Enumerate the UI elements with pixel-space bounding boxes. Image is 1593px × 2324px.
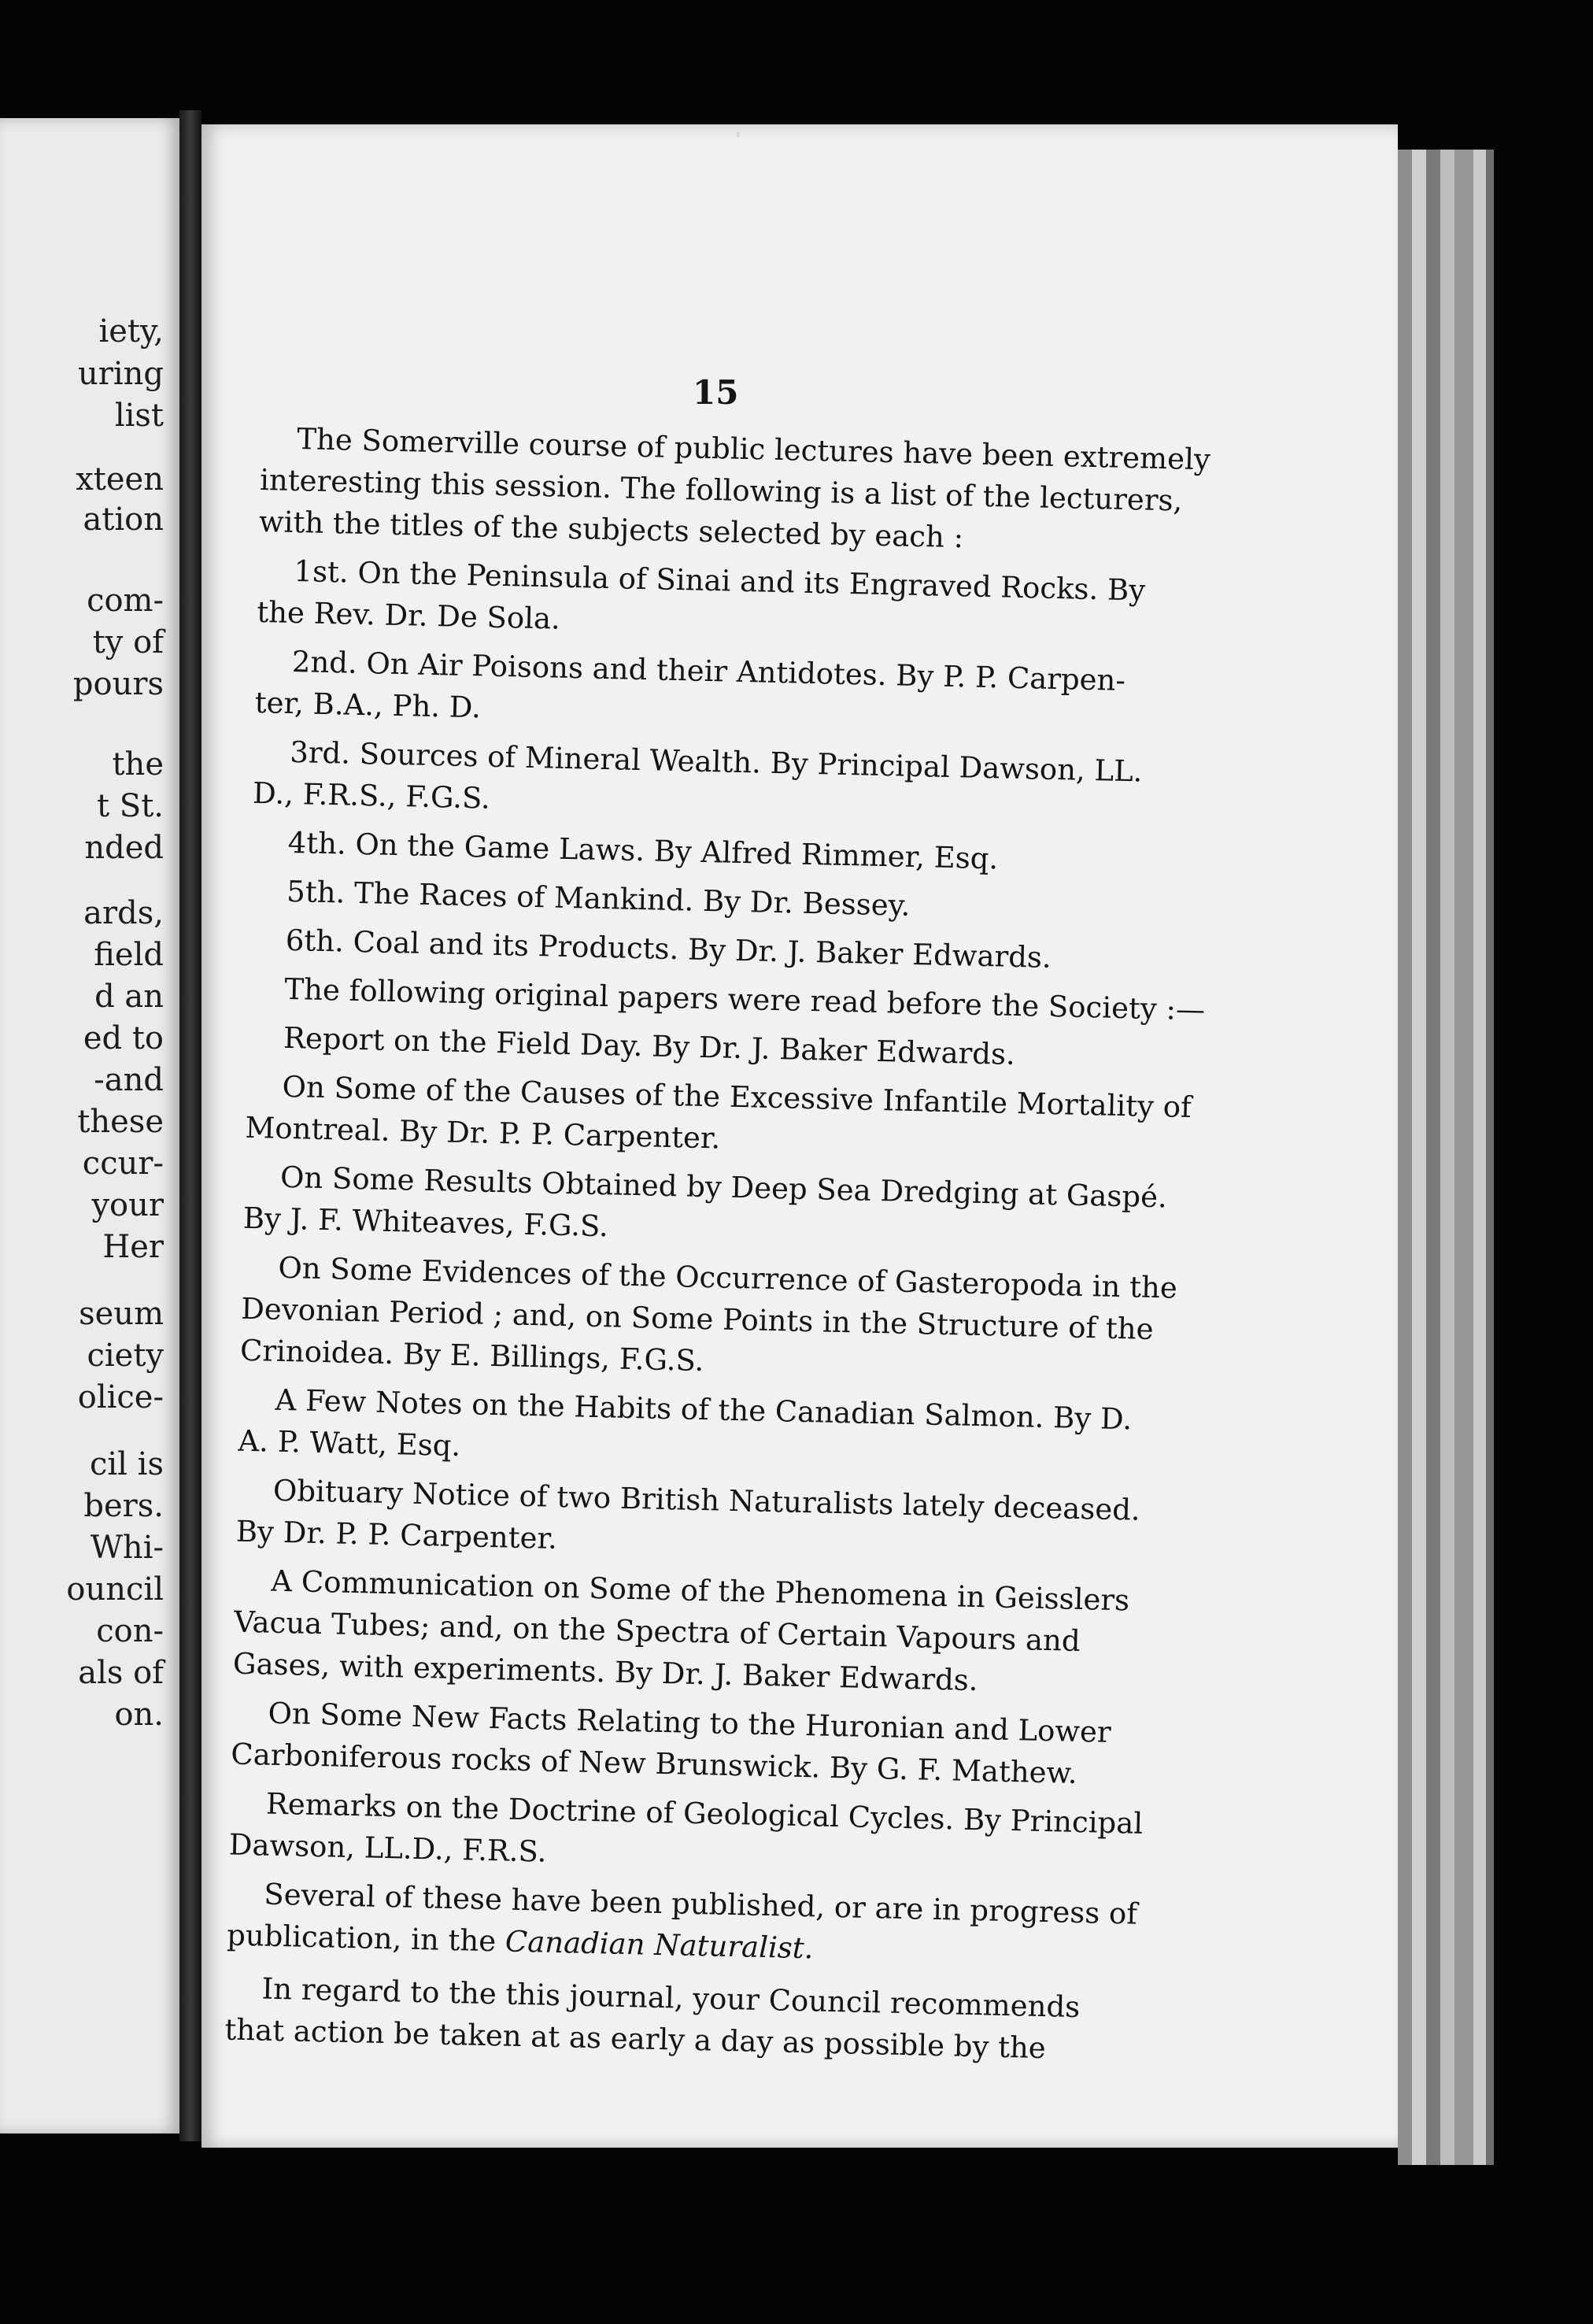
- left-text-fragment: ouncil: [66, 1571, 164, 1608]
- left-text-fragment: bers.: [83, 1488, 164, 1524]
- lecture-entry: [254, 640, 1232, 746]
- text-line: By J. F. Whiteaves, F.G.S.: [242, 1201, 609, 1244]
- text-line: 2nd. On Air Poisons and their Antidotes. By P. P. Carpen-: [291, 644, 1126, 698]
- lecture-entry: [253, 731, 1230, 836]
- text-line: with the titles of the subjects selected by each :: [258, 504, 964, 555]
- left-text-fragment: ccur-: [82, 1145, 164, 1182]
- text-line: D., F.R.S., F.G.S.: [252, 775, 491, 816]
- text-line: The Somerville course of public lectures have been extremely: [296, 422, 1211, 477]
- text-line: A. P. Watt, Esq.: [238, 1423, 461, 1464]
- paper-speck: [737, 132, 740, 137]
- left-text-fragment: uring: [77, 356, 164, 392]
- paper-entry: [235, 1469, 1213, 1575]
- left-text-fragment: pours: [72, 666, 164, 702]
- text-line: Montreal. By Dr. P. P. Carpenter.: [245, 1110, 721, 1156]
- text-line: On Some of the Causes of the Excessive Infantile Mortality of: [282, 1069, 1192, 1125]
- page-number: 15: [693, 373, 739, 412]
- left-text-fragment: your: [91, 1187, 164, 1223]
- left-text-fragment: iety,: [98, 313, 164, 350]
- left-text-fragment: com-: [87, 583, 164, 619]
- text-line: Report on the Field Day. By Dr. J. Baker Edwards.: [283, 1020, 1016, 1071]
- text-line: On Some Results Obtained by Deep Sea Dredging at Gaspé.: [279, 1160, 1168, 1215]
- text-line: Obituary Notice of two British Naturalists lately deceased.: [272, 1473, 1141, 1527]
- intro-paragraph: [258, 417, 1236, 564]
- text-line: A Communication on Some of the Phenomena in Geisslers: [270, 1564, 1130, 1618]
- left-text-fragment: olice-: [77, 1379, 164, 1415]
- text-line: Remarks on the Doctrine of Geological Cycles. By Principal: [265, 1786, 1144, 1841]
- left-text-fragment: ciety: [87, 1338, 164, 1374]
- page-body: [224, 417, 1237, 2080]
- lecture-list: [249, 550, 1234, 983]
- left-text-fragment: nded: [84, 830, 164, 866]
- left-text-fragment: list: [114, 398, 164, 434]
- text-line: By Dr. P. P. Carpenter.: [235, 1514, 558, 1556]
- page-edge: [1412, 150, 1426, 2165]
- text-line: On Some Evidences of the Occurrence of Gasteropoda in the: [278, 1250, 1178, 1305]
- right-page: [201, 124, 1398, 2148]
- page-edge: [1440, 150, 1454, 2165]
- page-edge: [1473, 150, 1486, 2165]
- book-gutter: [179, 110, 201, 2141]
- text-line: 3rd. Sources of Mineral Wealth. By Principal Dawson, LL.: [289, 735, 1143, 789]
- paper-entry: [245, 1065, 1222, 1171]
- left-page: [0, 118, 179, 2133]
- text-line: Several of these have been published, or are in progress of: [263, 1877, 1138, 1931]
- left-text-fragment: d an: [94, 979, 164, 1015]
- left-text-fragment: ation: [83, 501, 164, 538]
- papers-list: [228, 1016, 1223, 1888]
- left-text-fragment: xteen: [76, 461, 164, 498]
- page-edge: [1486, 150, 1494, 2165]
- left-text-fragment: field: [94, 937, 164, 973]
- text-line: Crinoidea. By E. Billings, F.G.S.: [239, 1333, 704, 1378]
- text-line: In regard to the this journal, your Council recommends: [261, 1971, 1081, 2025]
- text-line: The following original papers were read before the Society :—: [284, 971, 1206, 1027]
- left-text-fragment: Her: [102, 1229, 164, 1265]
- paper-entry: [240, 1246, 1218, 1393]
- text-line: the Rev. Dr. De Sola.: [256, 594, 561, 636]
- left-text-fragment: ty of: [92, 624, 164, 661]
- text-line: On Some New Facts Relating to the Huronian and Lower: [268, 1696, 1112, 1749]
- left-text-fragment: ards,: [83, 895, 164, 931]
- left-text-fragment: con-: [96, 1613, 164, 1649]
- paper-entry: [231, 1692, 1208, 1797]
- text-line: 4th. On the Game Laws. By Alfred Rimmer, Esq.: [287, 825, 999, 876]
- left-text-fragment: Whi-: [90, 1530, 164, 1566]
- left-text-fragment: the: [112, 746, 164, 783]
- left-text-fragment: on.: [114, 1697, 164, 1733]
- paper-entry: [238, 1378, 1215, 1484]
- text-line: Carboniferous rocks of New Brunswick. By G. F. Mathew.: [230, 1737, 1078, 1790]
- text-line: interesting this session. The following is a list of the lecturers,: [259, 462, 1183, 518]
- text-line: A Few Notes on the Habits of the Canadian Salmon. By D.: [275, 1382, 1133, 1437]
- page-edge: [1454, 150, 1473, 2165]
- paper-entry: [228, 1782, 1206, 1888]
- text-line: 1st. On the Peninsula of Sinai and its Engraved Rocks. By: [294, 553, 1146, 608]
- text-line: Gases, with experiments. By Dr. J. Baker Edwards.: [232, 1646, 979, 1698]
- paper-entry: [232, 1560, 1210, 1707]
- left-text-fragment: als of: [78, 1655, 164, 1691]
- text-span: publication, in the: [226, 1918, 506, 1959]
- text-line: 6th. Coal and its Products. By Dr. J. Baker Edwards.: [285, 923, 1052, 975]
- text-line: Dawson, LL.D., F.R.S.: [228, 1827, 547, 1869]
- left-text-fragment: these: [77, 1104, 164, 1140]
- text-line: ter, B.A., Ph. D.: [254, 685, 482, 725]
- publication-paragraph: [227, 1873, 1204, 1978]
- lecture-entry: [257, 550, 1234, 655]
- journal-title: Canadian Naturalist.: [505, 1924, 814, 1966]
- left-text-fragment: cil is: [89, 1446, 164, 1482]
- left-text-fragment: seum: [79, 1296, 164, 1332]
- left-text-fragment: ed to: [83, 1020, 164, 1057]
- left-text-fragment: t St.: [97, 788, 164, 824]
- page-edge: [1426, 150, 1440, 2165]
- text-line: 5th. The Races of Mankind. By Dr. Bessey.: [286, 874, 911, 923]
- closing-paragraph: [224, 1967, 1202, 2072]
- paper-entry: [242, 1156, 1220, 1261]
- page-edge: [1398, 150, 1412, 2165]
- text-line: Devonian Period ; and, on Some Points in the Structure of the: [240, 1291, 1155, 1347]
- text-line: that action be taken at as early a day as possible by the: [224, 2012, 1047, 2066]
- text-line: Vacua Tubes; and, on the Spectra of Certain Vapours and: [233, 1604, 1081, 1659]
- left-text-fragment: -and: [94, 1062, 164, 1098]
